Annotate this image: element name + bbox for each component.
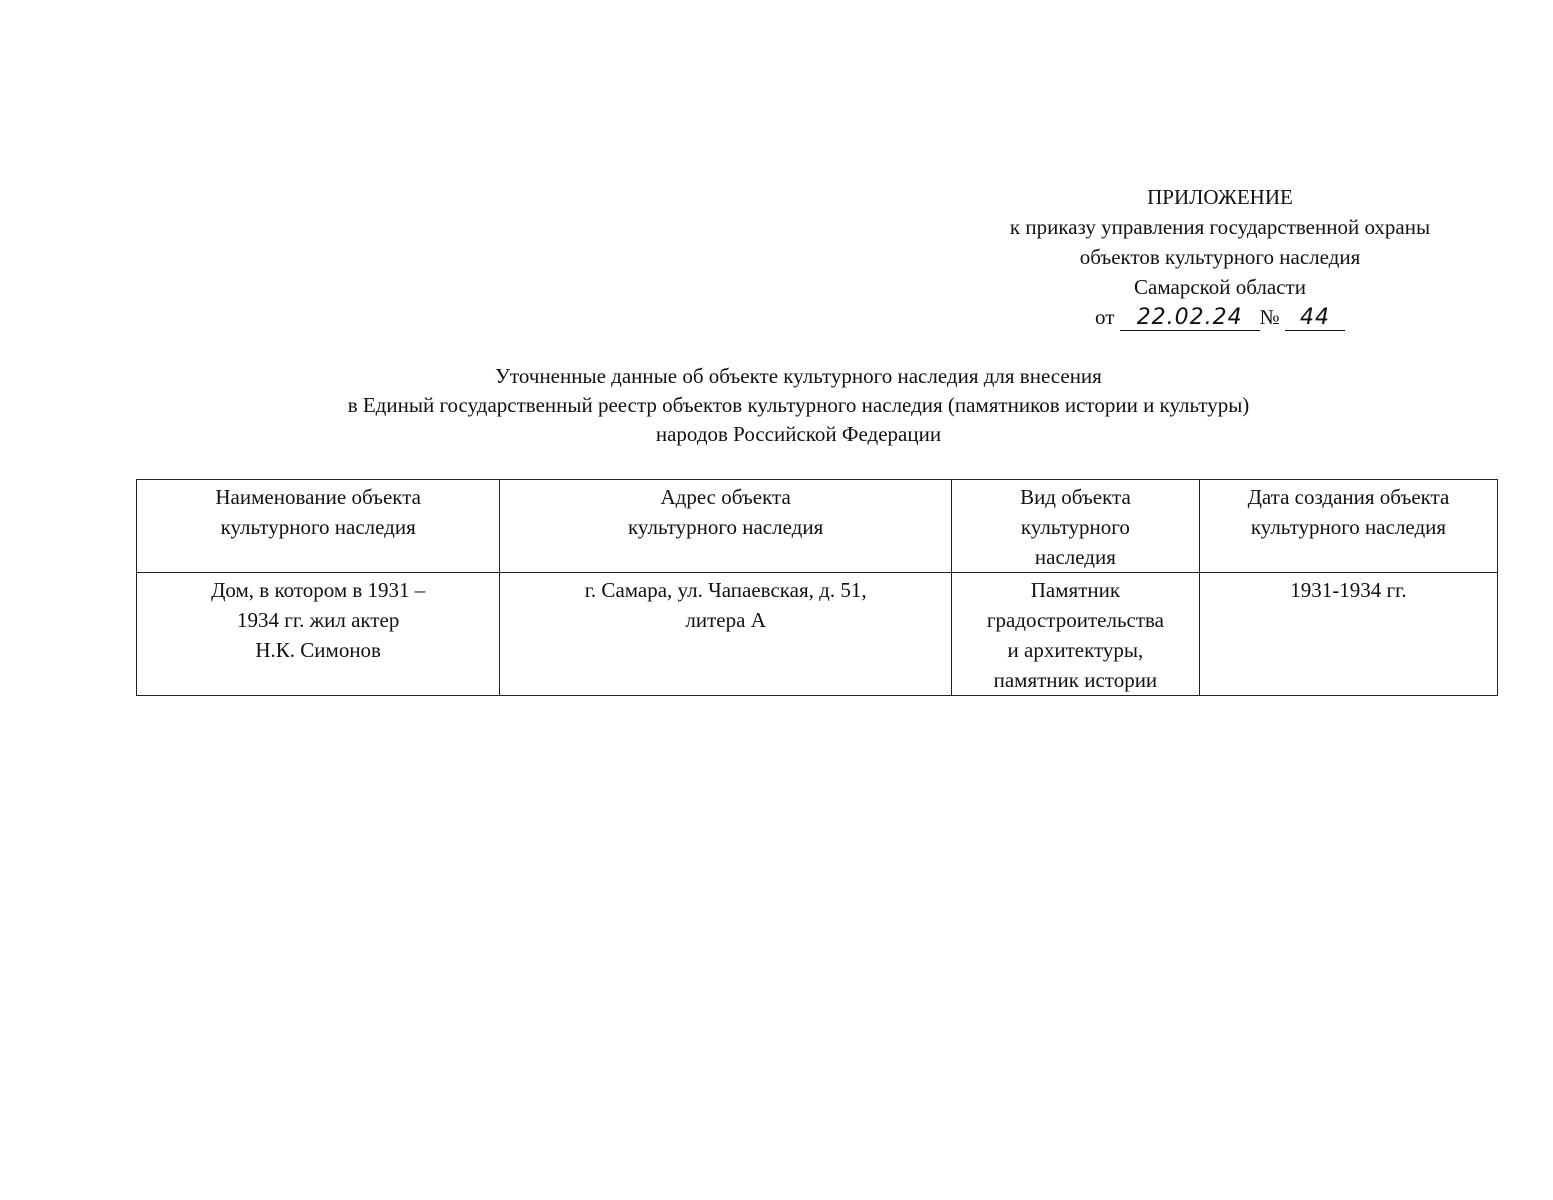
header-text: Вид объекта: [1020, 485, 1131, 509]
header-text: культурного: [1020, 515, 1130, 539]
cell-text: Н.К. Симонов: [255, 638, 381, 662]
appendix-line-3: Самарской области: [1134, 275, 1306, 299]
cell-creation-date: [1199, 573, 1497, 696]
heritage-data-table: [136, 479, 1498, 696]
table-row: [137, 573, 1498, 696]
header-text: Наименование объекта: [215, 485, 421, 509]
cell-object-type: [951, 573, 1199, 696]
cell-object-address: [500, 573, 952, 696]
appendix-line-2: объектов культурного наследия: [1079, 245, 1361, 269]
heading-line-2: в Единый государственный реестр объектов культурного наследия (памятников истории и культуры): [347, 393, 1250, 417]
header-object-type: [951, 480, 1199, 573]
cell-text: 1934 гг. жил актер: [237, 608, 400, 632]
table-header-row: [137, 480, 1498, 573]
order-number-value: 44: [1285, 306, 1345, 331]
header-object-address: [500, 480, 952, 573]
heading-line-3: народов Российской Федерации: [655, 422, 942, 446]
cell-text: Памятник: [1030, 578, 1121, 602]
cell-text: градостроительства: [986, 608, 1164, 632]
appendix-title: ПРИЛОЖЕНИЕ: [1147, 185, 1293, 209]
appendix-block: [940, 182, 1500, 332]
cell-text: 1931-1934 гг.: [1290, 578, 1407, 602]
header-text: Дата создания объекта: [1247, 485, 1450, 509]
header-text: культурного наследия: [220, 515, 416, 539]
order-date-value: 22.02.24: [1120, 306, 1260, 331]
header-creation-date: [1199, 480, 1497, 573]
order-date-line: [940, 302, 1500, 332]
cell-text: литера А: [685, 608, 766, 632]
document-heading: [0, 362, 1553, 449]
header-text: наследия: [1034, 545, 1116, 569]
header-text: культурного наследия: [628, 515, 824, 539]
appendix-line-1: к приказу управления государственной охраны: [1009, 215, 1431, 239]
heading-line-1: Уточненные данные об объекте культурного наследия для внесения: [495, 364, 1102, 388]
cell-text: Дом, в котором в 1931 –: [211, 578, 426, 602]
number-prefix: №: [1259, 305, 1280, 329]
date-prefix: от: [1095, 305, 1115, 329]
header-text: культурного наследия: [1250, 515, 1447, 539]
cell-object-name: [137, 573, 500, 696]
header-text: Адрес объекта: [660, 485, 791, 509]
cell-text: и архитектуры,: [1007, 638, 1144, 662]
header-object-name: [137, 480, 500, 573]
cell-text: г. Самара, ул. Чапаевская, д. 51,: [584, 578, 867, 602]
cell-text: памятник истории: [993, 668, 1158, 692]
